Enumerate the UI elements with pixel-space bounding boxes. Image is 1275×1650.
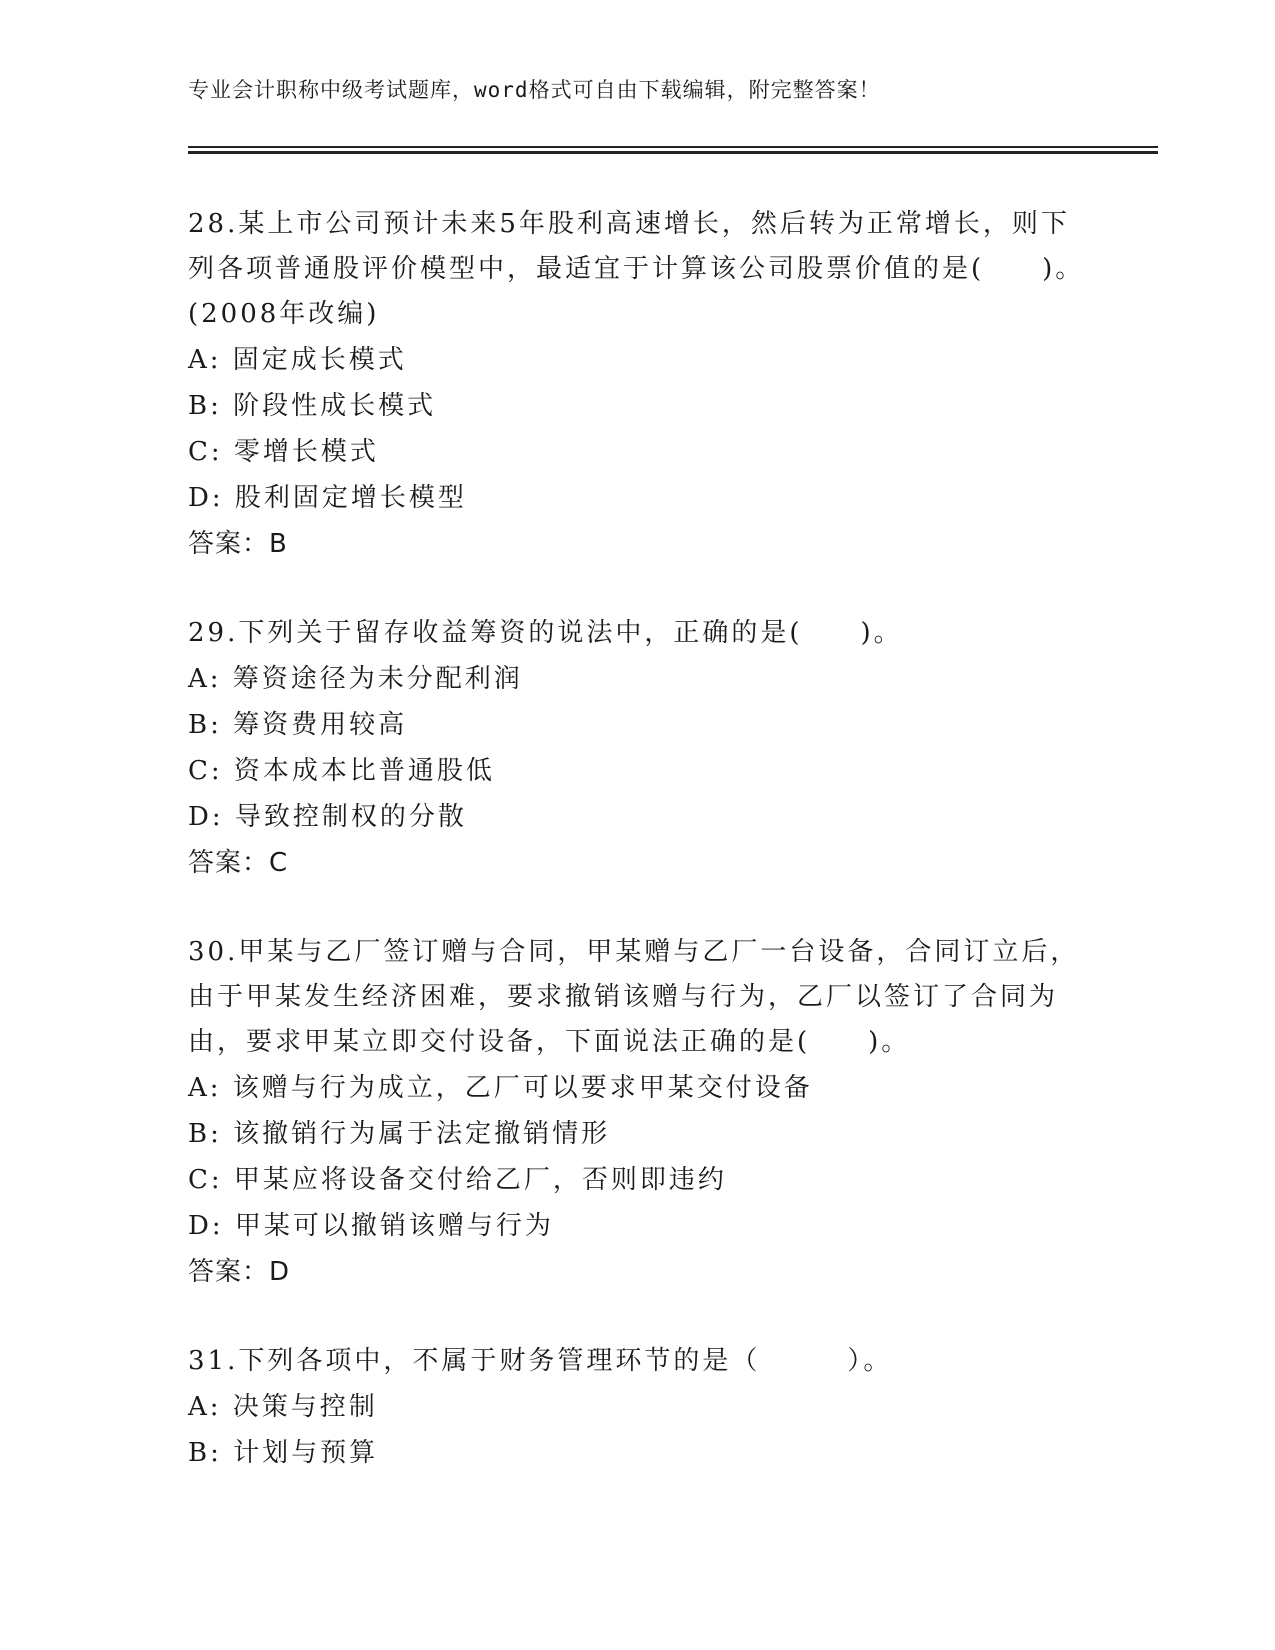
question-29 [188,611,1088,886]
question-30 [188,930,1088,1295]
question-31 [188,1339,1088,1476]
option-b: B: 计划与预算 [188,1438,379,1468]
option-a: A: 决策与控制 [188,1392,378,1422]
answer-line: 答案：B [188,529,288,559]
option-d: D: 股利固定增长模型 [188,483,467,513]
question-stem: 28.某上市公司预计未来5年股利高速增长，然后转为正常增长，则下列各项普通股评价模型中，最适宜于计算该公司股票价值的是( )。(2008年改编) [188,209,1085,329]
question-stem: 30.甲某与乙厂签订赠与合同，甲某赠与乙厂一台设备，合同订立后，由于甲某发生经济困难，要求撤销该赠与行为，乙厂以签订了合同为由，要求甲某立即交付设备，下面说法正确的是( )。 [188,937,1080,1057]
option-d: D: 导致控制权的分散 [188,802,467,832]
option-d: D: 甲某可以撤销该赠与行为 [188,1211,554,1241]
question-stem: 29.下列关于留存收益筹资的说法中，正确的是( )。 [188,618,903,648]
header-divider-thick [188,151,1158,154]
option-a: A: 筹资途径为未分配利润 [188,664,523,694]
header-divider [188,146,1158,148]
option-c: C: 甲某应将设备交付给乙厂，否则即违约 [188,1165,727,1195]
option-a: A: 该赠与行为成立，乙厂可以要求甲某交付设备 [188,1073,813,1103]
question-list [188,202,1088,1476]
option-c: C: 零增长模式 [188,437,379,467]
question-stem: 31.下列各项中，不属于财务管理环节的是（ ）。 [188,1346,893,1376]
page-header: 专业会计职称中级考试题库，word格式可自由下载编辑，附完整答案！ [188,78,881,102]
option-b: B: 该撤销行为属于法定撤销情形 [188,1119,611,1149]
option-b: B: 筹资费用较高 [188,710,408,740]
question-28 [188,202,1088,567]
option-c: C: 资本成本比普通股低 [188,756,495,786]
answer-line: 答案：D [188,1257,291,1287]
option-a: A: 固定成长模式 [188,345,407,375]
option-b: B: 阶段性成长模式 [188,391,437,421]
answer-line: 答案：C [188,848,289,878]
